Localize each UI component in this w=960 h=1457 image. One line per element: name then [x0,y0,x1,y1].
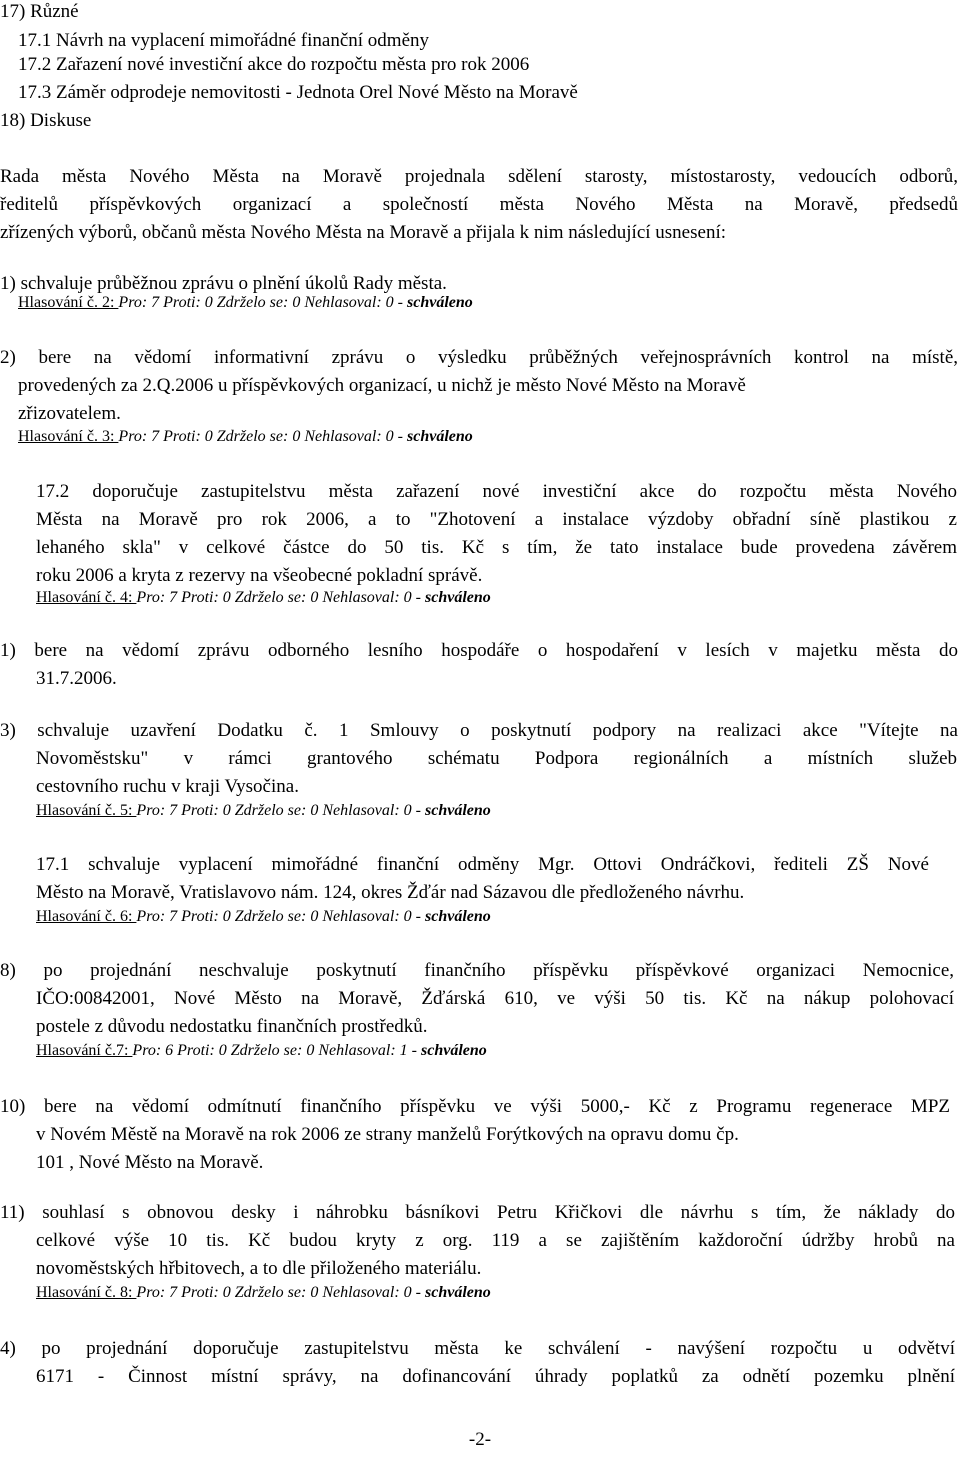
vote-label: Hlasování č. 8: [36,1284,137,1301]
resolution-text: postele z důvodu nedostatku finančních prostředků. [36,1016,428,1037]
resolution-text: Města na Moravě pro rok 2006, a to "Zhotovení a instalace výzdoby obřadní síně plastikou z [36,509,957,530]
vote-result: schváleno [425,908,491,925]
resolution-text: provedených za 2.Q.2006 u příspěvkových organizací, u nichž je město Nové Město na Moravě [18,375,746,396]
resolution-text: Město na Moravě, Vratislavovo nám. 124, okres Žďár nad Sázavou dle předloženého návrhu. [36,882,745,903]
resolution-text: v Novém Městě na Moravě na rok 2006 ze strany manželů Forýtkových na opravu domu čp. [36,1124,739,1145]
vote-result: schváleno [425,1284,491,1301]
vote-label: Hlasování č. 3: [18,428,119,445]
vote-result: schváleno [425,802,491,819]
agenda-item-17-2: 17.2 Zařazení nové investiční akce do rozpočtu města pro rok 2006 [18,54,530,75]
vote-label: Hlasování č. 6: [36,908,137,925]
agenda-item-18: 18) Diskuse [0,110,92,131]
resolution-text: 4) po projednání doporučuje zastupitelstvu města ke schválení - navýšení rozpočtu u odvětví [0,1338,955,1359]
resolution-text: novoměstských hřbitovech, a to dle přiloženého materiálu. [36,1258,482,1279]
resolution-text: zřizovatelem. [18,403,121,424]
resolution-text: 8) po projednání neschvaluje poskytnutí finančního příspěvku příspěvkové organizaci Nemocnice, [0,960,954,981]
vote-record: Hlasování č. 4: Pro: 7 Proti: 0 Zdrželo se: 0 Nehlasoval: 0 - schváleno [36,589,491,606]
vote-record: Hlasování č. 2: Pro: 7 Proti: 0 Zdrželo se: 0 Nehlasoval: 0 - schváleno [18,294,473,311]
vote-result: schváleno [407,428,473,445]
intro-line-1: Rada města Nového Města na Moravě projednala sdělení starosty, místostarosty, vedoucích odborů, [0,166,958,187]
resolution-text: 2) bere na vědomí informativní zprávu o výsledku průběžných veřejnosprávních kontrol na místě, [0,347,958,368]
resolution-text: 1) schvaluje průběžnou zprávu o plnění úkolů Rady města. [0,273,447,294]
resolution-text: 3) schvaluje uzavření Dodatku č. 1 Smlouvy o poskytnutí podpory na realizaci akce "Vítejte na [0,720,958,741]
resolution-text: roku 2006 a kryta z rezervy na všeobecné pokladní správě. [36,565,483,586]
resolution-text: 17.2 doporučuje zastupitelstvu města zařazení nové investiční akce do rozpočtu města Nového [36,481,957,502]
vote-label: Hlasování č. 5: [36,802,137,819]
resolution-text: 11) souhlasí s obnovou desky i náhrobku básníkovi Petru Křičkovi dle návrhu s tím, že náklady do [0,1202,955,1223]
resolution-text: 6171 - Činnost místní správy, na dofinancování úhrady poplatků za odnětí pozemku plnění [36,1366,955,1387]
vote-label: Hlasování č. 2: [18,294,119,311]
vote-record: Hlasování č. 5: Pro: 7 Proti: 0 Zdrželo se: 0 Nehlasoval: 0 - schváleno [36,802,491,819]
resolution-text: 17.1 schvaluje vyplacení mimořádné finanční odměny Mgr. Ottovi Ondráčkovi, řediteli ZŠ Nové [36,854,929,875]
page-number: -2- [468,1429,492,1450]
vote-result: schváleno [425,589,491,606]
resolution-text: cestovního ruchu v kraji Vysočina. [36,776,299,797]
intro-line-3: zřízených výborů, občanů města Nového Města na Moravě a přijala k nim následující usnesení: [0,222,726,243]
vote-result: schváleno [407,294,473,311]
vote-label: Hlasování č. 4: [36,589,137,606]
resolution-text: 10) bere na vědomí odmítnutí finančního příspěvku ve výši 5000,- Kč z Programu regenerace MPZ [0,1096,950,1117]
agenda-item-17-1: 17.1 Návrh na vyplacení mimořádné finanční odměny [18,30,430,51]
agenda-item-17-3: 17.3 Záměr odprodeje nemovitosti - Jednota Orel Nové Město na Moravě [18,82,578,103]
resolution-text: celkové výše 10 tis. Kč budou kryty z org. 119 a se zajištěním každoroční údržby hrobů na [36,1230,955,1251]
resolution-text: IČO:00842001, Nové Město na Moravě, Žďárská 610, ve výši 50 tis. Kč na nákup polohovací [36,988,954,1009]
vote-record: Hlasování č. 8: Pro: 7 Proti: 0 Zdrželo se: 0 Nehlasoval: 0 - schváleno [36,1284,491,1301]
vote-result: schváleno [421,1042,487,1059]
vote-record: Hlasování č. 6: Pro: 7 Proti: 0 Zdrželo se: 0 Nehlasoval: 0 - schváleno [36,908,491,925]
agenda-item-17: 17) Různé [0,1,79,22]
resolution-text: Novoměstsku" v rámci grantového schématu Podpora regionálních a místních služeb [36,748,957,769]
resolution-text: 31.7.2006. [36,668,117,689]
resolution-text: 1) bere na vědomí zprávu odborného lesního hospodáře o hospodaření v lesích v majetku města do [0,640,958,661]
resolution-text: 101 , Nové Město na Moravě. [36,1152,264,1173]
vote-record: Hlasování č.7: Pro: 6 Proti: 0 Zdrželo se: 0 Nehlasoval: 1 - schváleno [36,1042,487,1059]
vote-label: Hlasování č.7: [36,1042,133,1059]
intro-line-2: ředitelů příspěvkových organizací a společností města Nového Města na Moravě, předsedů [0,194,958,215]
resolution-text: lehaného skla" v celkové částce do 50 tis. Kč s tím, že tato instalace bude provedena závěrem [36,537,957,558]
vote-record: Hlasování č. 3: Pro: 7 Proti: 0 Zdrželo se: 0 Nehlasoval: 0 - schváleno [18,428,473,445]
